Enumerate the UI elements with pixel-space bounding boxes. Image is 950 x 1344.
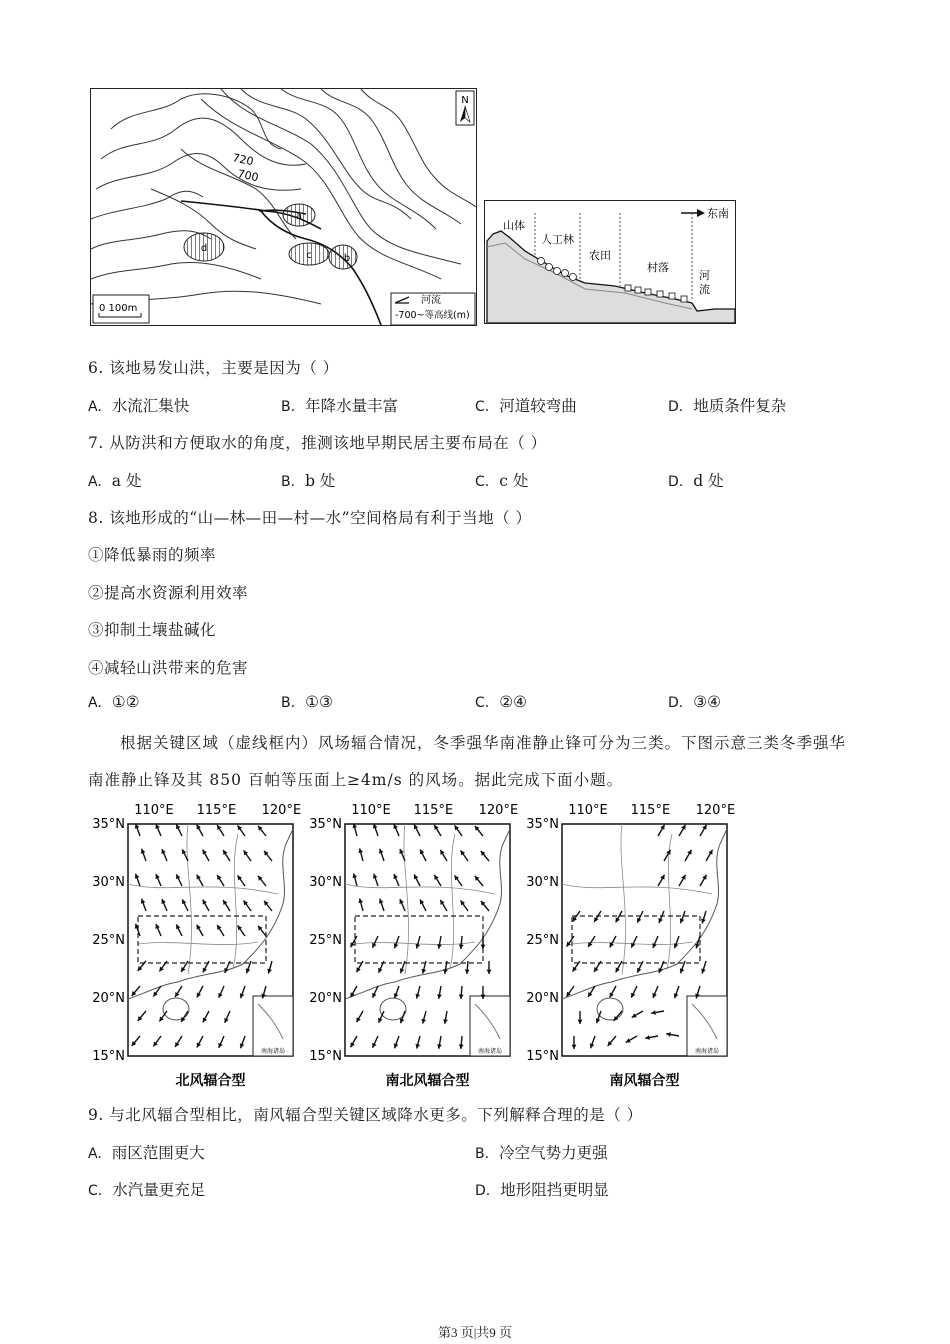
lat-label: 20°N <box>92 991 125 1006</box>
contour-label-700: 700 <box>236 167 260 185</box>
lon-label: 110°E <box>568 803 608 818</box>
inset-label: 南海诸岛 <box>477 1048 503 1055</box>
intro-line-1: 根据关键区域（虚线框内）风场辐合情况，冬季强华南准静止锋可分为三类。下图示意三类冬季强华 <box>120 734 847 752</box>
lon-label: 110°E <box>351 803 391 818</box>
q9-option-a[interactable]: A. 雨区范围更大 <box>88 1144 205 1162</box>
intro-line-2: 南准静止锋及其 850 百帕等压面上≥4m/s 的风场。据此完成下面小题。 <box>88 771 624 789</box>
map-caption: 北风辐合型 <box>175 1073 246 1089</box>
south-wind-map <box>526 803 735 1089</box>
question-7-stem: 7. 从防洪和方便取水的角度，推测该地早期民居主要布局在（ ） <box>88 434 547 452</box>
question-9-stem: 9. 与北风辐合型相比，南风辐合型关键区域降水更多。下列解释合理的是（ ） <box>88 1106 643 1124</box>
legend-contour: -700~等高线(m) <box>395 310 470 321</box>
scale-label: 0 100m <box>99 303 138 314</box>
lon-label: 120°E <box>261 803 302 818</box>
lat-label: 25°N <box>309 933 342 948</box>
lon-label: 110°E <box>134 803 174 818</box>
profile-label-forest: 人工林 <box>541 233 574 246</box>
contour-label-720: 720 <box>231 151 255 169</box>
profile-label-mountain: 山体 <box>503 219 525 232</box>
question-6-stem: 6. 该地易发山洪，主要是因为（ ） <box>88 359 339 377</box>
lat-label: 25°N <box>526 933 559 948</box>
wind-maps-figure <box>80 798 750 1098</box>
profile-diagram <box>484 200 736 324</box>
lat-label: 20°N <box>309 991 342 1006</box>
q8-option-b[interactable]: B. ①③ <box>281 693 333 711</box>
q6-option-b[interactable]: B. 年降水量丰富 <box>281 397 399 415</box>
profile-drawing <box>485 201 735 323</box>
q6-option-a[interactable]: A. 水流汇集快 <box>88 397 190 415</box>
q8-item-3: ③抑制土壤盐碱化 <box>88 621 217 639</box>
q9-option-c[interactable]: C. 水汽量更充足 <box>88 1181 206 1199</box>
q6-option-d[interactable]: D. 地质条件复杂 <box>668 397 787 415</box>
question-8-stem: 8. 该地形成的“山—林—田—村—水”空间格局有利于当地（ ） <box>88 509 532 527</box>
inset-label: 南海诸岛 <box>260 1048 286 1055</box>
lat-label: 20°N <box>526 991 559 1006</box>
north-label: N <box>461 95 469 106</box>
north-wind-map <box>92 803 301 1089</box>
lat-label: 35°N <box>92 817 125 832</box>
lat-label: 15°N <box>92 1049 125 1064</box>
profile-label-farmland: 农田 <box>589 249 611 262</box>
q6-option-c[interactable]: C. 河道较弯曲 <box>475 397 577 415</box>
q7-option-b[interactable]: B. b 处 <box>281 472 336 490</box>
topographic-map <box>90 88 477 326</box>
label-b: b <box>343 253 351 264</box>
lat-label: 25°N <box>92 933 125 948</box>
q8-item-4: ④减轻山洪带来的危害 <box>88 659 249 677</box>
lon-label: 115°E <box>630 803 671 818</box>
lon-label: 115°E <box>196 803 237 818</box>
label-c: c <box>306 250 312 261</box>
label-d: d <box>200 243 208 254</box>
lat-label: 30°N <box>309 875 342 890</box>
lat-label: 30°N <box>92 875 125 890</box>
lat-label: 35°N <box>526 817 559 832</box>
q8-item-1: ①降低暴雨的频率 <box>88 546 217 564</box>
lon-label: 120°E <box>478 803 519 818</box>
q7-option-d[interactable]: D. d 处 <box>668 472 724 490</box>
lon-label: 115°E <box>413 803 454 818</box>
profile-label-river-2: 流 <box>699 283 710 296</box>
lat-label: 15°N <box>526 1049 559 1064</box>
direction-label: 东南 <box>707 207 729 220</box>
q9-option-b[interactable]: B. 冷空气势力更强 <box>475 1144 608 1162</box>
wind-maps-svg <box>80 798 750 1098</box>
q8-option-c[interactable]: C. ②④ <box>475 693 528 711</box>
page-footer: 第3 页|共9 页 <box>437 1325 513 1340</box>
profile-label-river-1: 河 <box>699 269 710 282</box>
lon-label: 120°E <box>695 803 736 818</box>
q7-option-c[interactable]: C. c 处 <box>475 472 529 490</box>
q8-option-a[interactable]: A. ①② <box>88 693 140 711</box>
map-caption: 南风辐合型 <box>609 1073 680 1089</box>
profile-label-village: 村落 <box>647 261 669 274</box>
inset-label: 南海诸岛 <box>694 1048 720 1055</box>
north-south-wind-map <box>309 803 518 1089</box>
q7-option-a[interactable]: A. a 处 <box>88 472 142 490</box>
q8-option-d[interactable]: D. ③④ <box>668 693 722 711</box>
lat-label: 15°N <box>309 1049 342 1064</box>
legend-river: 河流 <box>421 295 441 306</box>
lat-label: 30°N <box>526 875 559 890</box>
q9-option-d[interactable]: D. 地形阻挡更明显 <box>475 1181 609 1199</box>
lat-label: 35°N <box>309 817 342 832</box>
map-caption: 南北风辐合型 <box>385 1073 470 1089</box>
topographic-map-drawing <box>91 89 476 325</box>
q8-item-2: ②提高水资源利用效率 <box>88 584 249 602</box>
label-a: a <box>295 211 303 222</box>
